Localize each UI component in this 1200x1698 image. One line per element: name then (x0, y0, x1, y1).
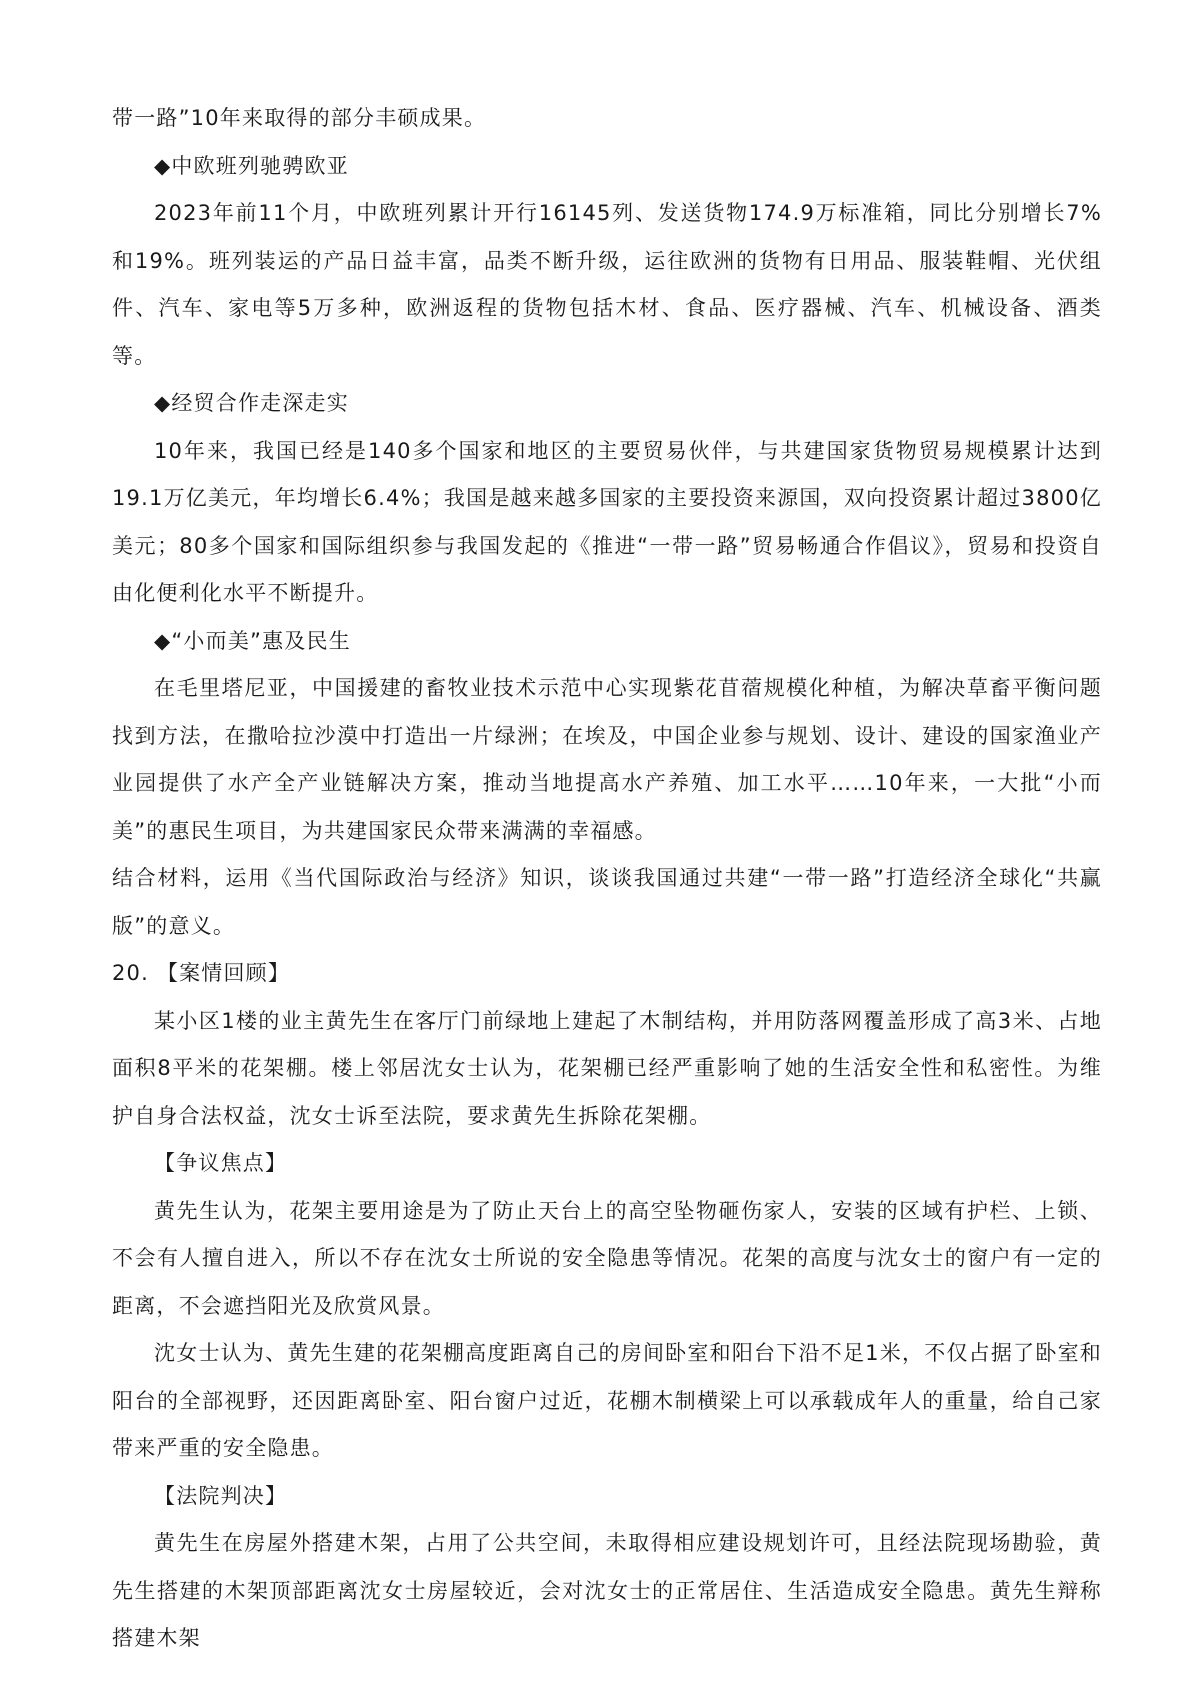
paragraph-china-europe-railway: 2023年前11个月，中欧班列累计开行16145列、发送货物174.9万标准箱，同比分别增长7%和19%。班列装运的产品日益丰富，品类不断升级，运往欧洲的货物有日用品、服装鞋帽、光伏组件、汽车、家电等5万多种，欧洲返程的货物包括木材、食品、医疗器械、汽车、机械设备、酒类等。 (112, 201, 1102, 368)
paragraph-case-review: 某小区1楼的业主黄先生在客厅门前绿地上建起了木制结构，并用防落网覆盖形成了高3米、占地面积8平米的花架棚。楼上邻居沈女士认为，花架棚已经严重影响了她的生活安全性和私密性。为维护自身合法权益，沈女士诉至法院，要求黄先生拆除花架棚。 (112, 1008, 1102, 1128)
paragraph-intro-tail: 带一路”10年来取得的部分丰硕成果。 (112, 106, 487, 130)
question-19-prompt: 结合材料，运用《当代国际政治与经济》知识，谈谈我国通过共建“一带一路”打造经济全球化“共赢版”的意义。 (112, 866, 1102, 938)
heading-court-ruling: 【法院判决】 (154, 1483, 288, 1508)
paragraph-small-beautiful: 在毛里塔尼亚，中国援建的畜牧业技术示范中心实现紫花苜蓿规模化种植，为解决草畜平衡问题找到方法，在撒哈拉沙漠中打造出一片绿洲；在埃及，中国企业参与规划、设计、建设的国家渔业产业园提供了水产全产业链解决方案，推动当地提高水产养殖、加工水平……10年来，一大批“小而美”的惠民生项目，为共建国家民众带来满满的幸福感。 (112, 676, 1102, 843)
paragraph-ms-shen-view: 沈女士认为、黄先生建的花架棚高度距离自己的房间卧室和阳台下沿不足1米，不仅占据了卧室和阳台的全部视野，还因距离卧室、阳台窗户过近，花棚木制横梁上可以承载成年人的重量，给自己家带来严重的安全隐患。 (112, 1341, 1102, 1460)
paragraph-trade-cooperation: 10年来，我国已经是140多个国家和地区的主要贸易伙伴，与共建国家货物贸易规模累计达到19.1万亿美元，年均增长6.4%；我国是越来越多国家的主要投资来源国，双向投资累计超过3800亿美元；80多个国家和国际组织参与我国发起的《推进“一带一路”贸易畅通合作倡议》，贸易和投资自由化便利化水平不断提升。 (112, 438, 1102, 605)
paragraph-mr-huang-view: 黄先生认为，花架主要用途是为了防止天台上的高空坠物砸伤家人，安装的区域有护栏、上锁、不会有人擅自进入，所以不存在沈女士所说的安全隐患等情况。花架的高度与沈女士的窗户有一定的距离，不会遮挡阳光及欣赏风景。 (112, 1198, 1102, 1318)
heading-dispute-focus: 【争议焦点】 (154, 1151, 288, 1175)
heading-china-europe-railway: ◆中欧班列驰骋欧亚 (154, 153, 349, 178)
heading-trade-cooperation: ◆经贸合作走深走实 (154, 391, 349, 415)
paragraph-court-ruling: 黄先生在房屋外搭建木架，占用了公共空间，未取得相应建设规划许可，且经法院现场勘验，黄先生搭建的木架顶部距离沈女士房屋较近，会对沈女士的正常居住、生活造成安全隐患。黄先生辩称搭建木架 (112, 1531, 1102, 1650)
document-body (112, 95, 1102, 1663)
question-20-heading: 20. 【案情回顾】 (112, 961, 291, 985)
heading-small-beautiful: ◆“小而美”惠及民生 (154, 628, 351, 653)
